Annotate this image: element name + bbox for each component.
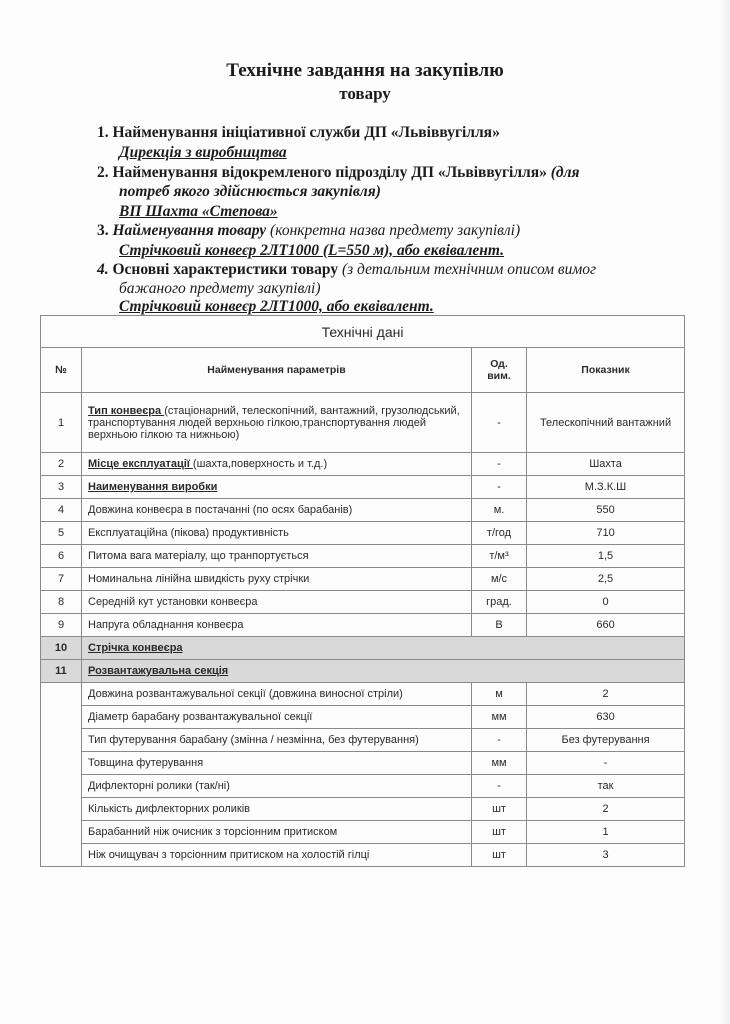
row-unit: т/м³: [472, 545, 527, 568]
table-row: [41, 545, 685, 568]
row-unit: град.: [472, 591, 527, 614]
table-subrow: [41, 683, 685, 706]
row-parameter: Довжина конвеєра в постачанні (по осях барабанів): [82, 499, 472, 522]
section-row-discharge: [41, 660, 685, 683]
document-title: Технічне завдання на закупівлю: [226, 60, 504, 81]
section-label: Найменування товару: [112, 222, 267, 239]
row-parameter-main: Тип конвеєра: [88, 404, 165, 417]
header-unit: Од. вим.: [472, 348, 527, 393]
section-number: 1.: [97, 124, 109, 141]
row-number: 10: [41, 637, 82, 660]
row-parameter-main: Наименування виробки: [88, 481, 218, 493]
row-value: 550: [527, 499, 685, 522]
table-row: [41, 393, 685, 453]
row-unit: -: [472, 393, 527, 453]
table-row: [41, 499, 685, 522]
section-label: Найменування відокремленого підрозділу ДП «Львіввугілля»: [112, 164, 547, 181]
table-subrow: [41, 821, 685, 844]
table-row: [41, 453, 685, 476]
row-value: -: [527, 752, 685, 775]
row-parameter: Середній кут установки конвеєра: [82, 591, 472, 614]
row-parameter: Напруга обладнання конвеєра: [82, 614, 472, 637]
section-label-text: Розвантажувальна секція: [88, 665, 229, 677]
section-label-text: Стрічка конвеєра: [88, 642, 183, 654]
row-value: 2,5: [527, 568, 685, 591]
section-number: 4.: [97, 261, 109, 278]
row-parameter: Номинальна лінійна швидкість руху стрічки: [82, 568, 472, 591]
row-value: 2: [527, 683, 685, 706]
table-title: Технічні дані: [41, 316, 685, 348]
row-value: 660: [527, 614, 685, 637]
table-subrow: [41, 729, 685, 752]
row-unit: мм: [472, 752, 527, 775]
row-parameter: [82, 476, 472, 499]
table-row: [41, 476, 685, 499]
row-number: 2: [41, 453, 82, 476]
section-value: Стрічковий конвеєр 2ЛТ1000 (L=550 м), або еквівалент.: [119, 242, 505, 259]
row-parameter: [82, 453, 472, 476]
technical-data-table: [40, 315, 685, 867]
row-unit: -: [472, 729, 527, 752]
row-parameter: Питома вага матеріалу, що транпортується: [82, 545, 472, 568]
table-row: [41, 614, 685, 637]
row-value: так: [527, 775, 685, 798]
row-value: 1: [527, 821, 685, 844]
row-value: 2: [527, 798, 685, 821]
section-value: Стрічковий конвеєр 2ЛТ1000, або еквівалент.: [119, 298, 434, 315]
row-parameter-detail: (стаціонарний, телескопічний, вантажний, грузолюдський, транспортування людей верхньою гілкою,транспортування людей верхньою гілкою та нижньою): [88, 404, 460, 441]
row-unit: м/с: [472, 568, 527, 591]
row-value: 630: [527, 706, 685, 729]
header-parameter: Найменування параметрів: [82, 348, 472, 393]
section-label: Основні характеристики товару: [112, 261, 339, 278]
row-value: Шахта: [527, 453, 685, 476]
row-parameter: Дифлекторні ролики (так/ні): [82, 775, 472, 798]
row-number: 4: [41, 499, 82, 522]
table-row: [41, 568, 685, 591]
row-parameter: Барабанний ніж очисник з торсіонним притиском: [82, 821, 472, 844]
row-unit: -: [472, 775, 527, 798]
section-label: [82, 660, 685, 683]
row-unit: В: [472, 614, 527, 637]
row-unit: -: [472, 453, 527, 476]
document-subtitle: товару: [339, 84, 391, 103]
row-number: 8: [41, 591, 82, 614]
section-note: (конкретна назва предмету закупівлі): [270, 222, 521, 239]
row-number: 7: [41, 568, 82, 591]
row-unit: т/год: [472, 522, 527, 545]
row-parameter-main: Місце експлуатації: [88, 458, 193, 470]
row-value: 1,5: [527, 545, 685, 568]
section-number: 2.: [97, 164, 109, 181]
row-unit: -: [472, 476, 527, 499]
row-number: 5: [41, 522, 82, 545]
row-number: 6: [41, 545, 82, 568]
row-parameter: Діаметр барабану розвантажувальної секції: [82, 706, 472, 729]
row-value: 0: [527, 591, 685, 614]
section-row-belt: [41, 637, 685, 660]
row-parameter: Експлуатаційна (пікова) продуктивність: [82, 522, 472, 545]
header-number: №: [41, 348, 82, 393]
section-label: Найменування ініціативної служби ДП «Львіввугілля»: [112, 124, 500, 141]
row-unit: мм: [472, 706, 527, 729]
section-value: Дирекція з виробництва: [119, 144, 287, 161]
row-number: 9: [41, 614, 82, 637]
row-value: 3: [527, 844, 685, 867]
table-subrow: [41, 752, 685, 775]
section-note: (для: [550, 164, 580, 181]
row-number: 11: [41, 660, 82, 683]
row-parameter-detail: (шахта,поверхность и т.д.): [192, 458, 328, 470]
row-unit: шт: [472, 844, 527, 867]
table-row: [41, 591, 685, 614]
row-value: Без футерування: [527, 729, 685, 752]
section-note-continued: бажаного предмету закупівлі): [119, 280, 321, 297]
row-number: 3: [41, 476, 82, 499]
row-number-empty: [41, 683, 82, 867]
section-value: ВП Шахта «Степова»: [119, 203, 278, 220]
header-value: Показник: [527, 348, 685, 393]
row-parameter: Тип футерування барабану (змінна / незмінна, без футерування): [82, 729, 472, 752]
section-note: (з детальним технічним описом вимог: [341, 261, 597, 278]
row-value: 710: [527, 522, 685, 545]
row-parameter: Ніж очищувач з торсіонним притиском на холостій гілці: [82, 844, 472, 867]
table-subrow: [41, 706, 685, 729]
row-parameter: [82, 393, 472, 453]
row-unit: м.: [472, 499, 527, 522]
row-parameter: Довжина розвантажувальної секції (довжина виносної стріли): [82, 683, 472, 706]
section-note-continued: потреб якого здійснюється закупівля): [119, 183, 381, 200]
table-subrow: [41, 798, 685, 821]
scan-edge: [718, 0, 730, 1024]
table-row: [41, 522, 685, 545]
table-subrow: [41, 844, 685, 867]
row-unit: шт: [472, 821, 527, 844]
row-parameter: Товщина футерування: [82, 752, 472, 775]
row-value: М.З.К.Ш: [527, 476, 685, 499]
table-header-row: [41, 348, 685, 393]
row-unit: м: [472, 683, 527, 706]
section-label: [82, 637, 685, 660]
row-parameter: Кількість дифлекторних роликів: [82, 798, 472, 821]
row-value: Телескопічний вантажний: [527, 393, 685, 453]
section-number: 3.: [97, 222, 109, 239]
row-unit: шт: [472, 798, 527, 821]
table-subrow: [41, 775, 685, 798]
row-number: 1: [41, 393, 82, 453]
